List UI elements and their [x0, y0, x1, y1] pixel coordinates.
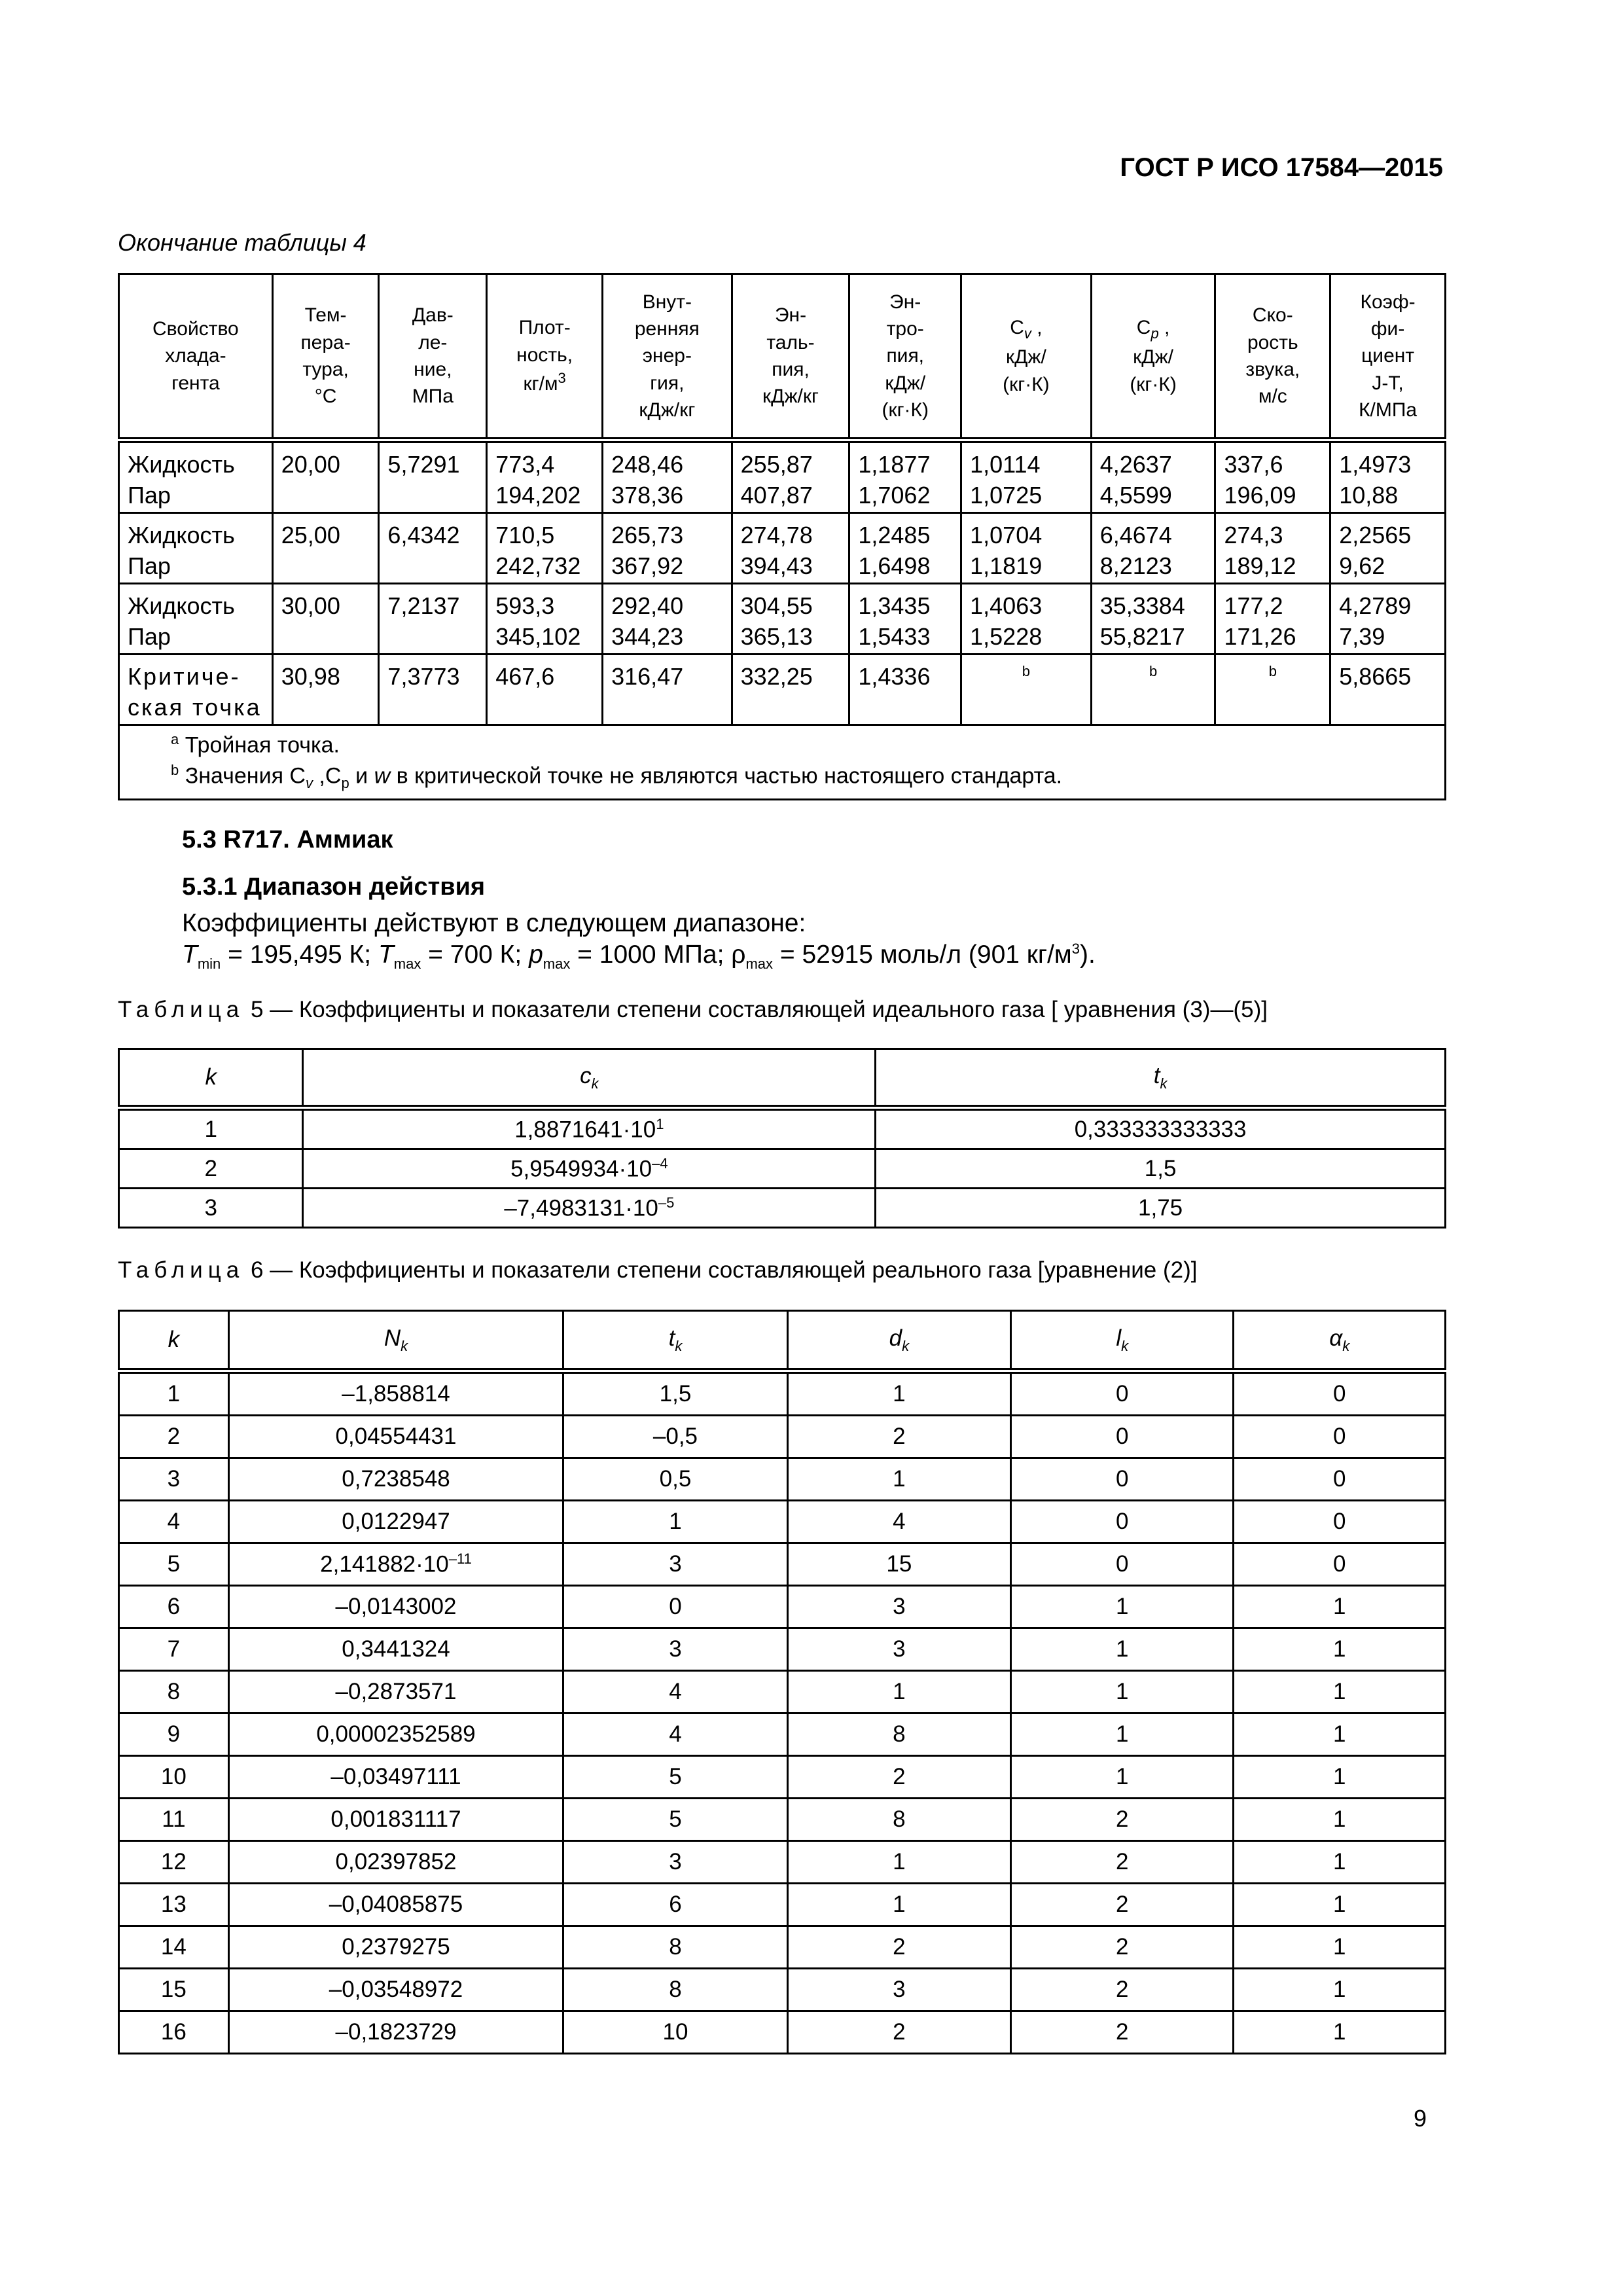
- table6: [118, 1310, 1446, 2054]
- section-heading-5-3: 5.3 R717. Аммиак: [182, 826, 393, 853]
- cell-nk: –0,03497111: [228, 1756, 563, 1799]
- cell-tk: 5: [563, 1756, 787, 1799]
- cell-lk: 1: [1011, 1586, 1234, 1628]
- cell-density: 710,5 242,732: [487, 513, 603, 584]
- cell-k: 12: [119, 1841, 229, 1884]
- cell-cv: [961, 655, 1092, 725]
- cell-alpha-k: 0: [1234, 1371, 1446, 1416]
- col-header-speed-of-sound: Ско- рость звука, м/с: [1215, 274, 1330, 440]
- footnote-mark-b: b: [1022, 663, 1031, 679]
- col-header-k: k: [119, 1049, 303, 1108]
- col-header-nk: $N_k$: [228, 1311, 563, 1371]
- col-header-pressure: Дав- ле- ние, МПа: [379, 274, 487, 440]
- table-row: [119, 1586, 1446, 1628]
- cell-state: Жидкость Пар: [119, 440, 273, 513]
- cell-nk: 0,02397852: [228, 1841, 563, 1884]
- cell-nk: $2,141882\cdot 10^{-11}$: [228, 1543, 563, 1586]
- table-row: [119, 1841, 1446, 1884]
- table-row: [119, 1969, 1446, 2011]
- cell-tk: 3: [563, 1628, 787, 1671]
- table-row: [119, 440, 1446, 513]
- cell-alpha-k: 0: [1234, 1543, 1446, 1586]
- cell-nk: 0,2379275: [228, 1926, 563, 1969]
- table6-caption: Таблица 6 — Коэффициенты и показатели степени составляющей реального газа [уравнение (2)]: [118, 1257, 1198, 1283]
- cell-dk: 1: [787, 1371, 1010, 1416]
- cell-cv: 1,0704 1,1819: [961, 513, 1092, 584]
- table-row: [119, 584, 1446, 655]
- cell-tk: 8: [563, 1969, 787, 2011]
- cell-k: 16: [119, 2011, 229, 2054]
- table-row: [119, 1799, 1446, 1841]
- cell-k: 2: [119, 1149, 303, 1189]
- cell-tk: 1,5: [876, 1149, 1446, 1189]
- note-b: $^b$ Значения $С_v$ $,С_p$ и w в критической точке не являются частью настоящего стандарта.: [171, 762, 1063, 792]
- cell-tk: 4: [563, 1713, 787, 1756]
- table4: [118, 273, 1446, 800]
- cell-cv: 1,4063 1,5228: [961, 584, 1092, 655]
- cell-state: Жидкость Пар: [119, 513, 273, 584]
- cell-alpha-k: 1: [1234, 1799, 1446, 1841]
- cell-joule-thomson: 2,2565 9,62: [1330, 513, 1446, 584]
- cell-tk: 3: [563, 1841, 787, 1884]
- page-number: 9: [1414, 2105, 1427, 2132]
- cell-lk: 0: [1011, 1371, 1234, 1416]
- table-row: [119, 1371, 1446, 1416]
- cell-nk: –0,1823729: [228, 2011, 563, 2054]
- cell-k: 7: [119, 1628, 229, 1671]
- cell-tk: 1,75: [876, 1189, 1446, 1228]
- col-header-cv: $С_v$ , кДж/ (кг·К): [961, 274, 1092, 440]
- cell-nk: –0,2873571: [228, 1671, 563, 1713]
- note-a: $^a$ Тройная точка.: [171, 731, 340, 758]
- cell-alpha-k: 1: [1234, 1841, 1446, 1884]
- col-header-alpha-k: $\alpha_k$: [1234, 1311, 1446, 1371]
- cell-tk: 5: [563, 1799, 787, 1841]
- cell-dk: 2: [787, 1416, 1010, 1458]
- cell-k: 11: [119, 1799, 229, 1841]
- col-header-tk: $t_k$: [876, 1049, 1446, 1108]
- cell-nk: –1,858814: [228, 1371, 563, 1416]
- cell-lk: 2: [1011, 2011, 1234, 2054]
- col-header-density: Плот- ность, $кг/м^3$: [487, 274, 603, 440]
- cell-tk: 0,333333333333: [876, 1108, 1446, 1149]
- cell-dk: 15: [787, 1543, 1010, 1586]
- cell-cp: 35,3384 55,8217: [1091, 584, 1215, 655]
- cell-k: 3: [119, 1458, 229, 1501]
- col-header-dk: $d_k$: [787, 1311, 1010, 1371]
- col-header-entropy: Эн- тро- пия, кДж/ (кг·К): [849, 274, 961, 440]
- cell-tk: 8: [563, 1926, 787, 1969]
- table-row: [119, 1108, 1446, 1149]
- cell-k: 1: [119, 1371, 229, 1416]
- cell-alpha-k: 1: [1234, 1926, 1446, 1969]
- col-header-enthalpy: Эн- таль- пия, кДж/кг: [732, 274, 849, 440]
- cell-nk: –0,0143002: [228, 1586, 563, 1628]
- table-row: [119, 1501, 1446, 1543]
- table-row: [119, 1713, 1446, 1756]
- cell-k: 9: [119, 1713, 229, 1756]
- cell-temperature: 25,00: [272, 513, 379, 584]
- cell-dk: 2: [787, 2011, 1010, 2054]
- cell-internal-energy: 248,46 378,36: [603, 440, 732, 513]
- col-header-k: k: [119, 1311, 229, 1371]
- cell-ck: $1,8871641\cdot 10^1$: [303, 1108, 876, 1149]
- cell-nk: 0,7238548: [228, 1458, 563, 1501]
- cell-lk: 2: [1011, 1969, 1234, 2011]
- footnote-mark-b: b: [1149, 663, 1158, 679]
- table-row: [119, 1884, 1446, 1926]
- cell-density: 773,4 194,202: [487, 440, 603, 513]
- cell-dk: 2: [787, 1756, 1010, 1799]
- cell-alpha-k: 1: [1234, 1884, 1446, 1926]
- cell-k: 4: [119, 1501, 229, 1543]
- col-header-tk: $t_k$: [563, 1311, 787, 1371]
- table4-continuation-caption: Окончание таблицы 4: [118, 229, 366, 256]
- table-row: [119, 1189, 1446, 1228]
- col-header-ck: $c_k$: [303, 1049, 876, 1108]
- cell-cp: 6,4674 8,2123: [1091, 513, 1215, 584]
- cell-tk: 10: [563, 2011, 787, 2054]
- cell-temperature: 30,98: [272, 655, 379, 725]
- table4-notes: [119, 725, 1446, 800]
- cell-alpha-k: 1: [1234, 1713, 1446, 1756]
- cell-dk: 3: [787, 1586, 1010, 1628]
- cell-speed-of-sound: 177,2 171,26: [1215, 584, 1330, 655]
- cell-pressure: 7,2137: [379, 584, 487, 655]
- cell-nk: 0,3441324: [228, 1628, 563, 1671]
- table6-header-row: [119, 1311, 1446, 1371]
- cell-lk: 0: [1011, 1543, 1234, 1586]
- cell-temperature: 30,00: [272, 584, 379, 655]
- cell-lk: 1: [1011, 1713, 1234, 1756]
- table-row: [119, 2011, 1446, 2054]
- cell-alpha-k: 0: [1234, 1501, 1446, 1543]
- cell-internal-energy: 265,73 367,92: [603, 513, 732, 584]
- cell-lk: 2: [1011, 1799, 1234, 1841]
- cell-lk: 1: [1011, 1671, 1234, 1713]
- table-row: [119, 1458, 1446, 1501]
- cell-tk: 4: [563, 1671, 787, 1713]
- cell-k: 8: [119, 1671, 229, 1713]
- cell-entropy: 1,1877 1,7062: [849, 440, 961, 513]
- cell-dk: 1: [787, 1458, 1010, 1501]
- cell-k: 13: [119, 1884, 229, 1926]
- table-row: [119, 1628, 1446, 1671]
- cell-nk: –0,04085875: [228, 1884, 563, 1926]
- cell-lk: 2: [1011, 1884, 1234, 1926]
- cell-tk: 3: [563, 1543, 787, 1586]
- col-header-internal-energy: Внут- ренняя энер- гия, кДж/кг: [603, 274, 732, 440]
- col-header-cp: $С_p$ , кДж/ (кг·К): [1091, 274, 1215, 440]
- table-row: [119, 1756, 1446, 1799]
- cell-ck: $-7,4983131\cdot 10^{-5}$: [303, 1189, 876, 1228]
- table4-notes-row: [119, 725, 1446, 800]
- cell-dk: 8: [787, 1799, 1010, 1841]
- col-header-joule-thomson: Коэф- фи- циент J-T, К/МПа: [1330, 274, 1446, 440]
- table-row: [119, 1926, 1446, 1969]
- col-header-temperature: Тем- пера- тура, °С: [272, 274, 379, 440]
- cell-dk: 1: [787, 1671, 1010, 1713]
- cell-lk: 2: [1011, 1841, 1234, 1884]
- cell-alpha-k: 1: [1234, 1586, 1446, 1628]
- cell-dk: 3: [787, 1969, 1010, 2011]
- cell-dk: 4: [787, 1501, 1010, 1543]
- cell-nk: –0,03548972: [228, 1969, 563, 2011]
- cell-tk: –0,5: [563, 1416, 787, 1458]
- table6-body: [119, 1371, 1446, 2054]
- cell-internal-energy: 316,47: [603, 655, 732, 725]
- col-header-lk: $l_k$: [1011, 1311, 1234, 1371]
- cell-k: 14: [119, 1926, 229, 1969]
- table-row: [119, 513, 1446, 584]
- cell-nk: 0,00002352589: [228, 1713, 563, 1756]
- cell-tk: 6: [563, 1884, 787, 1926]
- col-header-refrigerant-state: Свойство хлада- гента: [119, 274, 273, 440]
- cell-nk: 0,04554431: [228, 1416, 563, 1458]
- cell-density: 593,3 345,102: [487, 584, 603, 655]
- cell-alpha-k: 0: [1234, 1416, 1446, 1458]
- cell-tk: 0,5: [563, 1458, 787, 1501]
- cell-enthalpy: 255,87 407,87: [732, 440, 849, 513]
- cell-dk: 1: [787, 1884, 1010, 1926]
- table-row: [119, 1671, 1446, 1713]
- cell-cv: 1,0114 1,0725: [961, 440, 1092, 513]
- cell-speed-of-sound: [1215, 655, 1330, 725]
- cell-state: Жидкость Пар: [119, 584, 273, 655]
- cell-tk: 0: [563, 1586, 787, 1628]
- cell-k: 10: [119, 1756, 229, 1799]
- cell-alpha-k: 1: [1234, 2011, 1446, 2054]
- cell-alpha-k: 0: [1234, 1458, 1446, 1501]
- cell-state-critical: Критиче- ская точка: [119, 655, 273, 725]
- cell-joule-thomson: 4,2789 7,39: [1330, 584, 1446, 655]
- cell-density: 467,6: [487, 655, 603, 725]
- table-row: [119, 655, 1446, 725]
- cell-alpha-k: 1: [1234, 1756, 1446, 1799]
- cell-k: 6: [119, 1586, 229, 1628]
- cell-ck: $5,9549934\cdot 10^{-4}$: [303, 1149, 876, 1189]
- cell-alpha-k: 1: [1234, 1969, 1446, 2011]
- cell-enthalpy: 304,55 365,13: [732, 584, 849, 655]
- cell-joule-thomson: 1,4973 10,88: [1330, 440, 1446, 513]
- cell-speed-of-sound: 274,3 189,12: [1215, 513, 1330, 584]
- cell-dk: 1: [787, 1841, 1010, 1884]
- footnote-mark-b: b: [1268, 663, 1277, 679]
- cell-lk: 2: [1011, 1926, 1234, 1969]
- cell-k: 1: [119, 1108, 303, 1149]
- cell-k: 5: [119, 1543, 229, 1586]
- cell-dk: 8: [787, 1713, 1010, 1756]
- cell-enthalpy: 332,25: [732, 655, 849, 725]
- cell-lk: 0: [1011, 1501, 1234, 1543]
- cell-dk: 2: [787, 1926, 1010, 1969]
- cell-lk: 0: [1011, 1416, 1234, 1458]
- table-row: [119, 1416, 1446, 1458]
- table5: [118, 1048, 1446, 1229]
- cell-internal-energy: 292,40 344,23: [603, 584, 732, 655]
- cell-entropy: 1,2485 1,6498: [849, 513, 961, 584]
- cell-temperature: 20,00: [272, 440, 379, 513]
- table-row: [119, 1543, 1446, 1586]
- table5-header-row: [119, 1049, 1446, 1108]
- table4-header-row: [119, 274, 1446, 440]
- cell-k: 15: [119, 1969, 229, 2011]
- cell-nk: 0,0122947: [228, 1501, 563, 1543]
- cell-k: 3: [119, 1189, 303, 1228]
- cell-lk: 1: [1011, 1628, 1234, 1671]
- document-code: ГОСТ Р ИСО 17584—2015: [1120, 153, 1443, 182]
- cell-alpha-k: 1: [1234, 1671, 1446, 1713]
- cell-tk: 1,5: [563, 1371, 787, 1416]
- cell-entropy: 1,4336: [849, 655, 961, 725]
- cell-cp: 4,2637 4,5599: [1091, 440, 1215, 513]
- cell-entropy: 1,3435 1,5433: [849, 584, 961, 655]
- cell-k: 2: [119, 1416, 229, 1458]
- cell-joule-thomson: 5,8665: [1330, 655, 1446, 725]
- table5-caption: Таблица 5 — Коэффициенты и показатели степени составляющей идеального газа [ уравнения (3)—(5)]: [118, 997, 1268, 1022]
- cell-dk: 3: [787, 1628, 1010, 1671]
- cell-pressure: 5,7291: [379, 440, 487, 513]
- cell-tk: 1: [563, 1501, 787, 1543]
- cell-enthalpy: 274,78 394,43: [732, 513, 849, 584]
- cell-alpha-k: 1: [1234, 1628, 1446, 1671]
- cell-lk: 1: [1011, 1756, 1234, 1799]
- cell-pressure: 6,4342: [379, 513, 487, 584]
- cell-pressure: 7,3773: [379, 655, 487, 725]
- range-intro-text: Коэффициенты действуют в следующем диапазоне:: [182, 909, 806, 937]
- cell-cp: [1091, 655, 1215, 725]
- table-row: [119, 1149, 1446, 1189]
- range-formula: $T_{min} = 195,495$ К; $T_{max} = 700$ К; $p_{max} = 1000$ МПа; $\rho_{max} = 52915$ моль/л (901 $кг/м^3$).: [182, 941, 1096, 972]
- cell-nk: 0,001831117: [228, 1799, 563, 1841]
- cell-lk: 0: [1011, 1458, 1234, 1501]
- cell-speed-of-sound: 337,6 196,09: [1215, 440, 1330, 513]
- section-heading-5-3-1: 5.3.1 Диапазон действия: [182, 873, 486, 901]
